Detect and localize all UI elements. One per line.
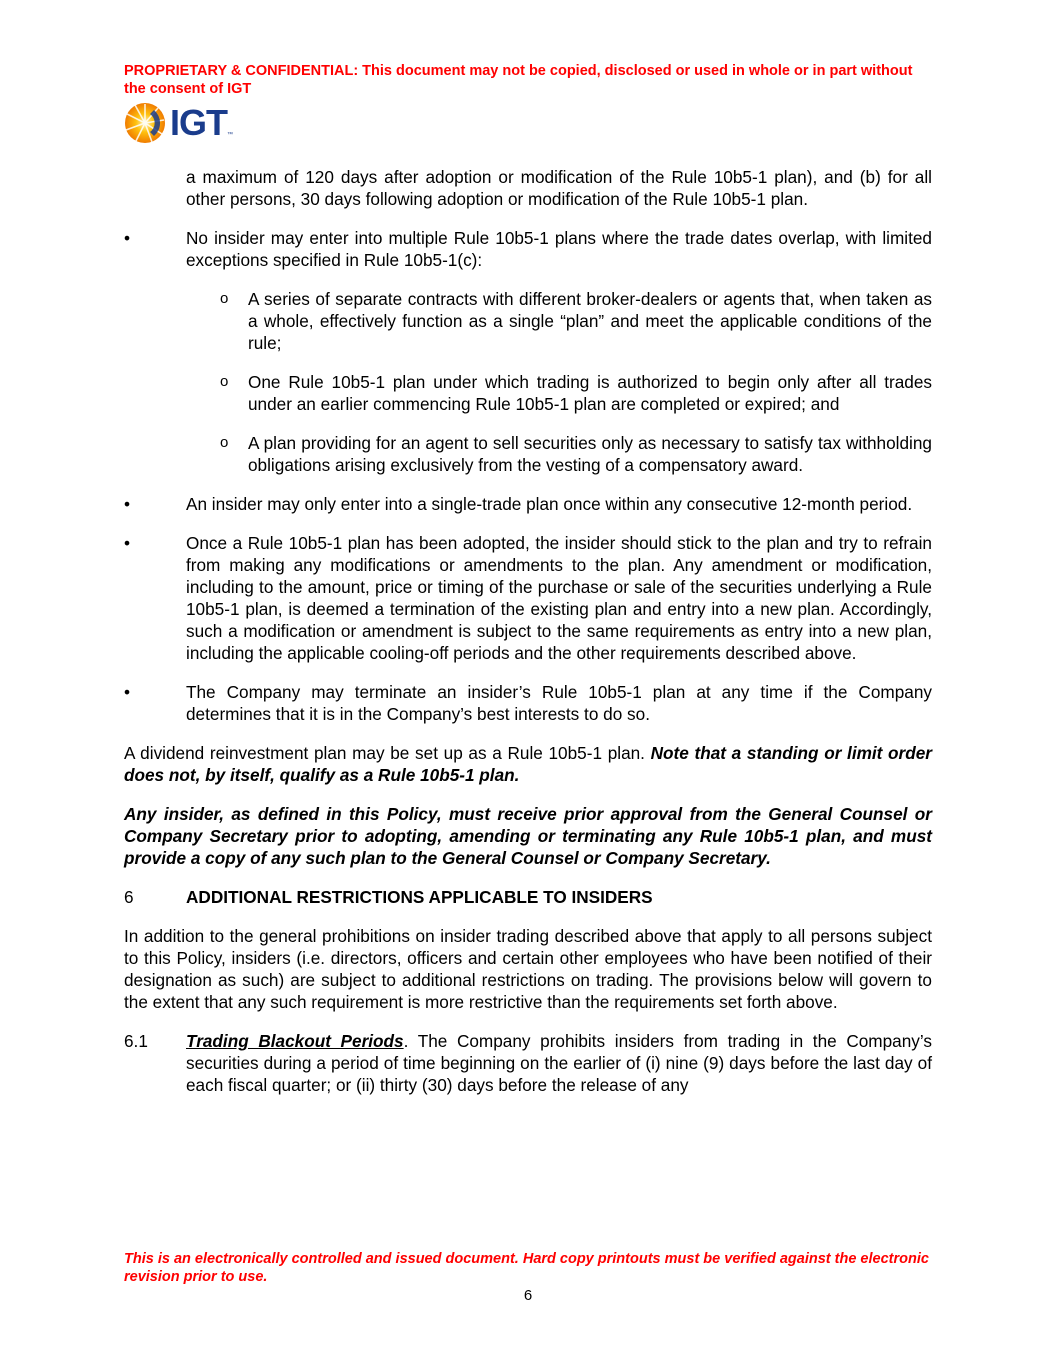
- sub-list-item: [186, 371, 932, 415]
- igt-logo: [124, 102, 233, 144]
- sub-bullet-text: A plan providing for an agent to sell securities only as necessary to satisfy tax withholding obligations arising exclusively from the vesting of a compensatory award.: [248, 433, 932, 475]
- bullet-icon: •: [124, 494, 131, 514]
- sub-bullet-icon: o: [220, 434, 229, 451]
- bullet-text: Once a Rule 10b5-1 plan has been adopted, the insider should stick to the plan and try to refrain from making any modifications or amendments to the plan. Any amendment or modification, including to the amount, price or timing of the purchase or sale of the securities underlying a Rule 10b5-1 plan, is deemed a termination of the existing plan and entry into a new plan. Accordingly, such a modification or amendment is subject to the same requirements as entry into a new plan, including the applicable cooling-off periods and the other requirements described above.: [186, 533, 932, 663]
- sub-list-item: [186, 288, 932, 354]
- list-item: [124, 493, 932, 515]
- section-number: 6: [124, 887, 134, 907]
- confidential-notice: PROPRIETARY & CONFIDENTIAL: This document may not be copied, disclosed or used in whole or in part without the consent of IGT: [124, 63, 913, 97]
- section-title: ADDITIONAL RESTRICTIONS APPLICABLE TO INSIDERS: [186, 887, 653, 907]
- subsection-title: Trading Blackout Periods: [186, 1031, 404, 1051]
- continuation-paragraph: a maximum of 120 days after adoption or modification of the Rule 10b5-1 plan), and (b) for all other persons, 30 days following adoption or modification of the Rule 10b5-1 plan.: [186, 167, 932, 209]
- sub-bullet-icon: o: [220, 290, 229, 307]
- bullet-icon: •: [124, 682, 131, 702]
- logo-text: IGT: [170, 102, 227, 143]
- trademark-mark: ™: [227, 132, 233, 138]
- dividend-text: A dividend reinvestment plan may be set up as a Rule 10b5-1 plan.: [124, 743, 651, 763]
- list-item: [124, 681, 932, 725]
- dividend-emphasis: Note that a standing or limit order does not, by itself, qualify as a Rule 10b5-1 plan.: [124, 743, 932, 785]
- subsection-number: 6.1: [124, 1031, 148, 1051]
- sunburst-logo-icon: [124, 102, 166, 144]
- document-body: [124, 166, 932, 1096]
- section-heading: [124, 886, 932, 908]
- bullet-text: An insider may only enter into a single-trade plan once within any consecutive 12-month period.: [186, 494, 913, 514]
- document-control-notice: This is an electronically controlled and issued document. Hard copy printouts must be verified against the electronic revision prior to use.: [124, 1251, 929, 1285]
- subsection-body: . The Company prohibits insiders from trading in the Company’s securities during a period of time beginning on the earlier of (i) nine (9) days before the last day of each fiscal quarter; or (ii) thirty (30) days before the release of any: [186, 1031, 932, 1095]
- page-number: 6: [523, 1287, 533, 1304]
- sub-list-item: [186, 432, 932, 476]
- bullet-icon: •: [124, 533, 131, 553]
- bullet-icon: •: [124, 228, 131, 248]
- sub-bullet-text: One Rule 10b5-1 plan under which trading is authorized to begin only after all trades under an earlier commencing Rule 10b5-1 plan are completed or expired; and: [248, 372, 932, 414]
- subsection-text: [186, 1030, 932, 1096]
- subsection: [124, 1030, 932, 1096]
- section-intro: In addition to the general prohibitions on insider trading described above that apply to all persons subject to this Policy, insiders (i.e. directors, officers and certain other employees who have been notified of their designation as such) are subject to additional restrictions on trading. The provisions below will govern to the extent that any such requirement is more restrictive than the requirements set forth above.: [124, 926, 932, 1012]
- bullet-text: No insider may enter into multiple Rule 10b5-1 plans where the trade dates overlap, with limited exceptions specified in Rule 10b5-1(c):: [186, 228, 932, 270]
- list-item: [124, 532, 932, 664]
- sub-bullet-text: A series of separate contracts with different broker-dealers or agents that, when taken as a whole, effectively function as a single “plan” and meet the applicable conditions of the rule;: [248, 289, 932, 353]
- bullet-text: The Company may terminate an insider’s Rule 10b5-1 plan at any time if the Company determines that it is in the Company’s best interests to do so.: [186, 682, 932, 724]
- dividend-paragraph: [124, 742, 932, 786]
- sub-bullet-icon: o: [220, 373, 229, 390]
- list-item: [124, 227, 932, 271]
- approval-notice: Any insider, as defined in this Policy, must receive prior approval from the General Counsel or Company Secretary prior to adopting, amending or terminating any Rule 10b5-1 plan, and must provide a copy of any such plan to the General Counsel or Company Secretary.: [124, 804, 932, 868]
